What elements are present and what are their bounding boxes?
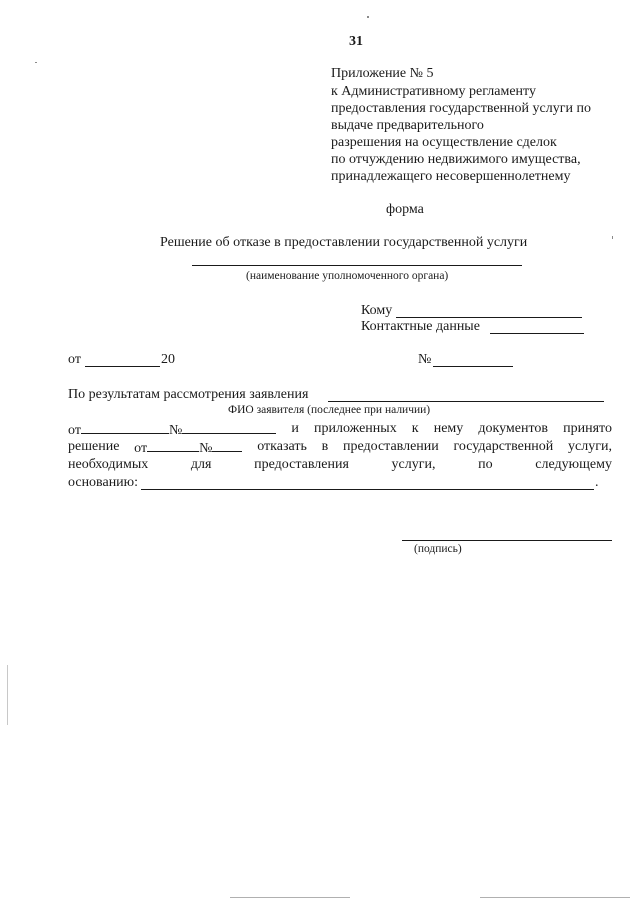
application-date-field[interactable] [81,421,169,434]
number-label: № [418,352,432,367]
to-field[interactable] [396,317,582,318]
appendix-line: предоставления государственной услуги по [331,101,591,116]
appendix-line: принадлежащего несовершеннолетнему [331,169,571,184]
signature-caption: (подпись) [414,543,462,555]
form-label: форма [386,202,424,217]
contact-field[interactable] [490,333,584,334]
body-line-4: необходимых для предоставления услуги, по следующему [68,457,612,472]
application-number-field[interactable] [182,421,276,434]
appendix-line: выдаче предварительного [331,118,484,133]
scan-speck [230,897,350,898]
scan-speck [367,16,369,18]
decision-date-group: от № [134,439,242,457]
date-day-field[interactable] [85,366,160,367]
appendix-line: по отчуждению недвижимого имущества, [331,152,581,167]
applicant-name-field[interactable] [328,401,604,402]
scan-speck [612,236,613,239]
scan-speck [480,897,630,898]
reason-period: . [595,475,599,490]
review-text: По результатам рассмотрения заявления [68,387,309,402]
scan-speck [35,62,37,63]
body-line-3: решение от № отказать в предоставлении государственной услуги, [68,439,612,456]
date-from-label: от [68,352,81,367]
number-field[interactable] [433,366,513,367]
appendix-title: Приложение № 5 [331,66,434,81]
body-line-2: от № и приложенных к нему документов принято [68,421,612,438]
appendix-line: к Административному регламенту [331,84,536,99]
document-title: Решение об отказе в предоставлении государственной услуги [160,235,528,250]
reason-field[interactable] [141,489,594,490]
contact-label: Контактные данные [361,319,480,334]
date-year-prefix: 20 [161,352,175,367]
authority-caption: (наименование уполномоченного органа) [246,270,449,282]
authority-name-field[interactable] [192,265,522,266]
decision-date-field[interactable] [147,439,199,452]
scan-speck [7,665,8,725]
application-date-group: от № [68,421,276,439]
signature-field[interactable] [402,540,612,541]
reason-label: основанию: [68,475,139,490]
decision-number-field[interactable] [212,439,242,452]
to-label: Кому [361,303,393,318]
page-number: 31 [349,34,363,49]
applicant-caption: ФИО заявителя (последнее при наличии) [228,404,431,416]
appendix-line: разрешения на осуществление сделок [331,135,557,150]
